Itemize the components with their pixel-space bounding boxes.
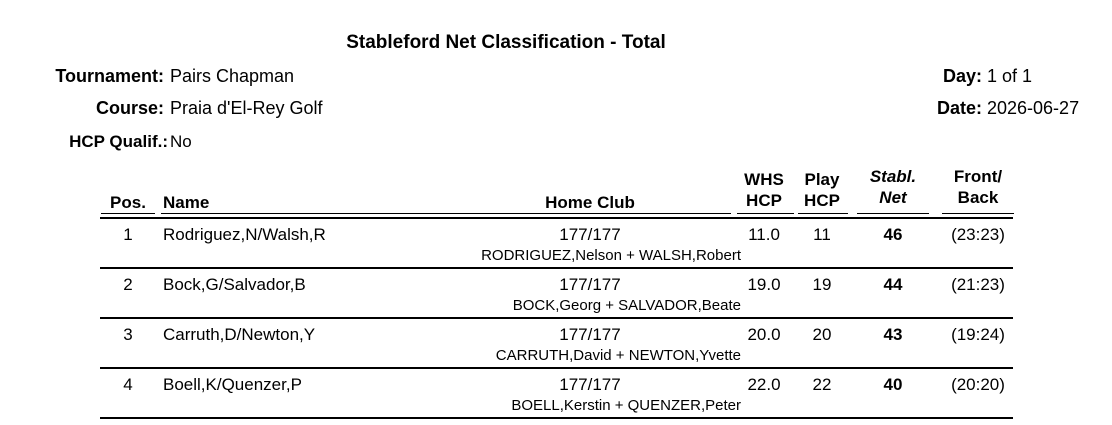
underline-play [798,213,848,214]
col-header-front-back: Front/ Back [953,167,1003,207]
date-value: 2026-06-27 [987,98,1080,118]
row-whs-hcp: 20.0 [747,325,781,344]
row-divider [100,317,1013,319]
tournament-value: Pairs Chapman [170,66,295,86]
col-header-whs-hcp: WHS HCP [744,170,784,210]
date-label: Date: [936,98,982,118]
row-position: 4 [123,375,133,394]
report-title: Stableford Net Classification - Total [346,32,666,53]
row-front-back: (23:23) [951,225,1005,244]
row-front-back: (19:24) [951,325,1005,344]
underline-name-club [161,213,731,214]
row-divider [100,217,1013,219]
row-stableford-net: 46 [883,225,903,244]
row-play-hcp: 22 [812,375,832,394]
row-play-hcp: 11 [813,225,831,244]
underline-front-back [942,213,1014,214]
row-play-hcp: 19 [812,275,832,294]
row-divider [100,367,1013,369]
row-stableford-net: 40 [883,375,903,394]
row-position: 2 [123,275,133,294]
row-team-name: Boell,K/Quenzer,P [163,375,302,394]
row-divider [100,267,1013,269]
row-front-back: (21:23) [951,275,1005,294]
course-value: Praia d'El-Rey Golf [170,98,323,118]
row-position: 3 [123,325,133,344]
row-team-name: Bock,G/Salvador,B [163,275,306,294]
row-player-names: RODRIGUEZ,Nelson + WALSH,Robert [481,247,741,264]
tournament-label: Tournament: [55,66,164,86]
row-divider [100,417,1013,419]
row-whs-hcp: 19.0 [747,275,781,294]
row-whs-hcp: 11.0 [748,225,780,244]
underline-stabl [857,213,929,214]
row-home-club: 177/177 [559,325,621,344]
row-stableford-net: 43 [883,325,903,344]
row-stableford-net: 44 [883,275,903,294]
hcp-qualif-label: HCP Qualif.: [69,132,168,151]
row-home-club: 177/177 [559,225,621,244]
row-player-names: BOCK,Georg + SALVADOR,Beate [512,297,741,314]
row-front-back: (20:20) [951,375,1005,394]
row-team-name: Carruth,D/Newton,Y [163,325,316,344]
row-player-names: CARRUTH,David + NEWTON,Yvette [495,347,741,364]
underline-pos [101,213,155,214]
row-position: 1 [123,225,133,244]
col-header-stabl-net: Stabl. Net [869,167,917,207]
row-home-club: 177/177 [559,275,621,294]
col-header-home-club: Home Club [545,193,635,212]
hcp-qualif-value: No [170,132,192,151]
row-home-club: 177/177 [559,375,621,394]
underline-whs [737,213,794,214]
row-play-hcp: 20 [812,325,832,344]
col-header-name: Name [163,193,210,212]
row-team-name: Rodriguez,N/Walsh,R [163,225,326,244]
row-player-names: BOELL,Kerstin + QUENZER,Peter [511,397,741,414]
day-value: 1 of 1 [987,66,1033,86]
row-whs-hcp: 22.0 [747,375,781,394]
course-label: Course: [95,98,164,118]
day-label: Day: [942,66,982,86]
col-header-play-hcp: Play HCP [804,170,840,210]
col-header-pos: Pos. [110,193,146,212]
